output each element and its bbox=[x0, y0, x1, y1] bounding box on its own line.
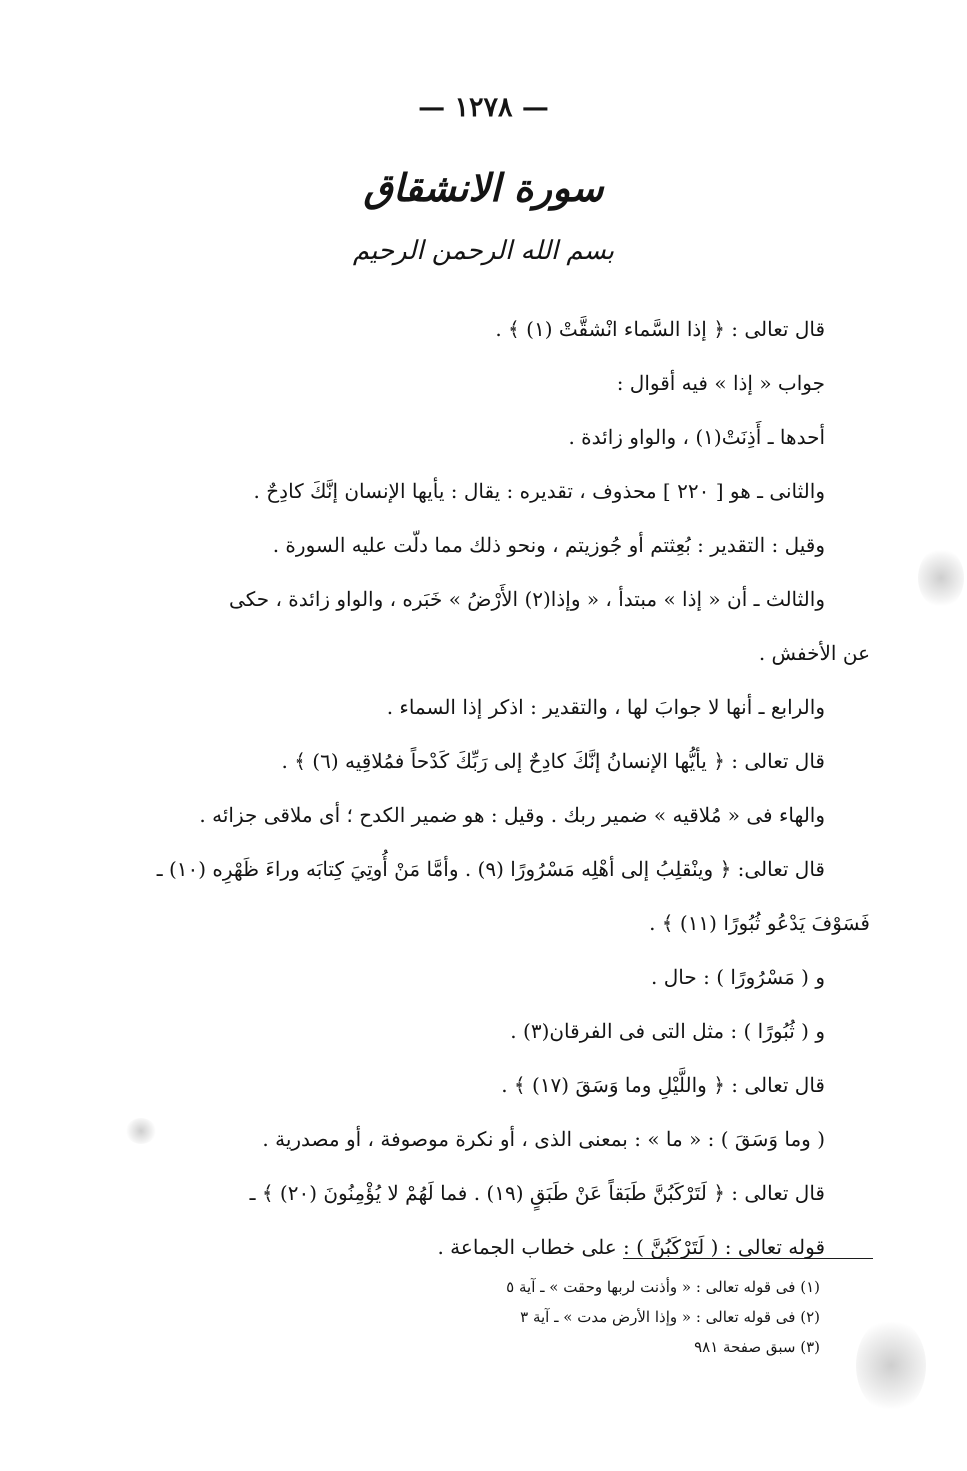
scan-smudge bbox=[126, 1118, 156, 1144]
text-line: و ( ثُبُورًا ) : مثل التى فى الفرقان(٣) . bbox=[510, 1019, 825, 1043]
text-line: و ( مَسْرُورًا ) : حال . bbox=[651, 965, 825, 989]
text-line: قال تعالى : ﴿ إذا السَّماء انْشقَّتْ (١) ﴾ . bbox=[495, 317, 825, 341]
footnote: (٢) فى قوله تعالى : « وإذا الأرض مدت » ـ آية ٣ bbox=[520, 1308, 820, 1326]
page-number: — ١٢٧٨ — bbox=[418, 92, 549, 123]
footnote: (٣) سبق صفحة ٩٨١ bbox=[694, 1338, 820, 1356]
text-line: والثالث ـ أن « إذا » مبتدأ ، « وإذا(٢) الأَرْضُ » خَبَره ، والواو زائدة ، حكى bbox=[229, 587, 825, 611]
footnotes bbox=[300, 1272, 820, 1362]
text-line: فَسَوْفَ يَدْعُو ثُبُورًا (١١) ﴾ . bbox=[649, 911, 870, 935]
text-line: والهاء فى « مُلاقيه » ضمير ربك . وقيل : هو ضمير الكدح ؛ أى ملاقى جزائه . bbox=[199, 803, 825, 827]
text-line: وقيل : التقدير : بُعِثتم أو جُوزيتم ، ونحو ذلك مما دلّت عليه السورة . bbox=[272, 533, 825, 557]
scan-smudge bbox=[918, 548, 964, 608]
text-line: أحدها ـ أَذِنَتْ(١) ، والواو زائدة . bbox=[568, 425, 825, 449]
scan-smudge bbox=[856, 1318, 926, 1413]
surah-title: سورة الانشقاق bbox=[363, 165, 604, 210]
text-line: جواب « إذا » فيه أقوال : bbox=[616, 371, 825, 395]
text-line: والثانى ـ هو [ ٢٢٠ ] محذوف ، تقديره : يقال : يأيها الإنسان إنَّكَ كادِحٌ . bbox=[253, 479, 825, 503]
footnote-divider bbox=[623, 1258, 873, 1259]
text-line: ( وما وَسَقَ ) : « ما » : بمعنى الذى ، أو نكرة موصوفة ، أو مصدرية . bbox=[262, 1127, 825, 1151]
basmala: بسم الله الرحمن الرحيم bbox=[352, 236, 615, 266]
commentary-text bbox=[90, 302, 870, 1274]
text-line: قال تعالى: ﴿ وينْقلِبُ إلى أهْلِه مَسْرُورًا (٩) . وأمَّا مَنْ أُوتِيَ كِتابَه وراءَ ظَهْرِه (١٠) ـ bbox=[156, 857, 825, 881]
text-line: قال تعالى : ﴿ يأيُّها الإنسانُ إنَّكَ كادِحٌ إلى رَبِّكَ كَدْحاً فمُلاقِيه (٦) ﴾ . bbox=[281, 749, 825, 773]
text-line: والرابع ـ أنها لا جوابَ لها ، والتقدير : اذكر إذا السماء . bbox=[386, 695, 825, 719]
text-line: قال تعالى : ﴿ لَتَرْكَبُنَّ طَبَقاً عَنْ طَبَقٍ (١٩) . فما لَهُمْ لا يُؤْمِنُونَ (٢٠) ﴾ ـ bbox=[249, 1181, 825, 1205]
text-line: عن الأخفش . bbox=[758, 641, 870, 665]
footnote: (١) فى قوله تعالى : « وأذنت لربها وحقت » ـ آية ٥ bbox=[506, 1278, 820, 1296]
text-line: قال تعالى : ﴿ واللَّيْلِ وما وَسَقَ (١٧) ﴾ . bbox=[501, 1073, 825, 1097]
text-line: قوله تعالى : ( لَتَرْكَبُنَّ ) : على خطاب الجماعة . bbox=[437, 1235, 825, 1259]
